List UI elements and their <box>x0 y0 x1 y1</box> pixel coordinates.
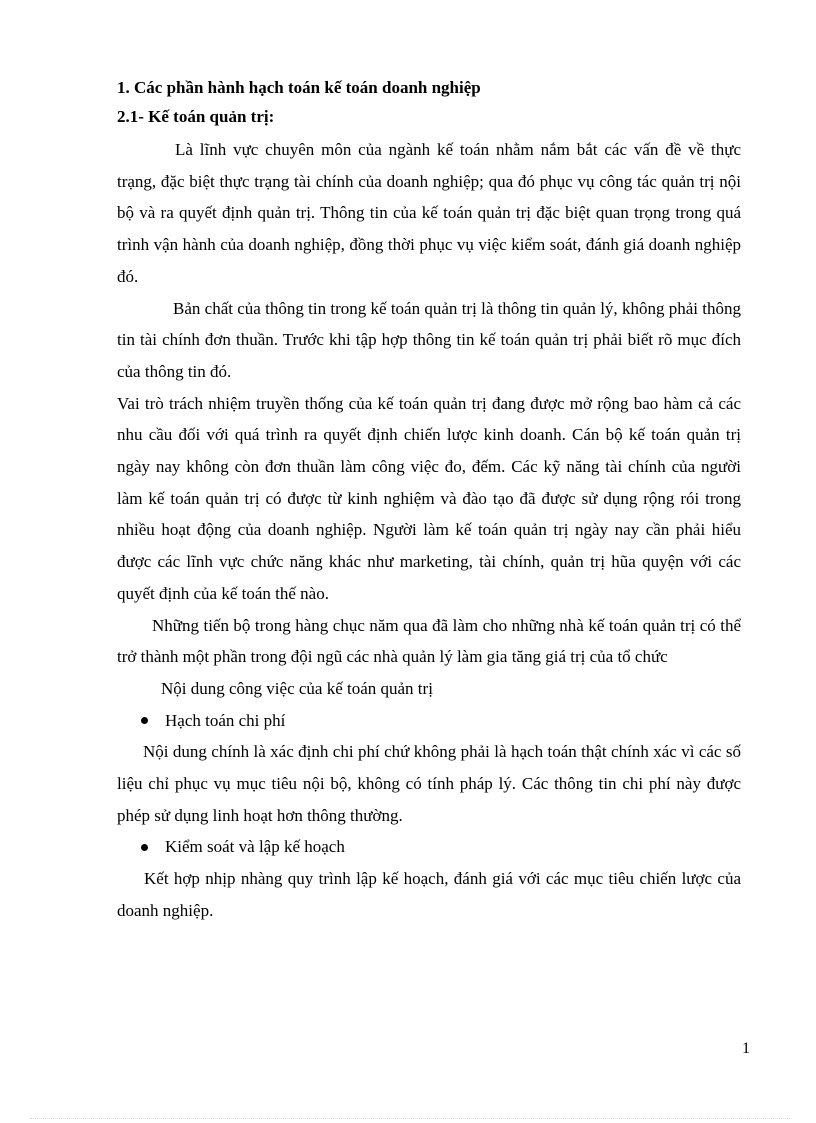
bullet-title: Hạch toán chi phí <box>165 710 286 730</box>
bullet-item-control-planning <box>117 831 741 863</box>
bullet-icon <box>141 844 148 851</box>
paragraph-progress: Những tiến bộ trong hàng chục năm qua đã làm cho những nhà kế toán quản trị có thể trở thành một phần trong đội ngũ các nhà quản lý làm gia tăng giá trị của tổ chức <box>117 615 741 667</box>
page-bottom-divider <box>30 1118 790 1119</box>
page-content <box>117 74 741 927</box>
subsection-heading: 2.1- Kế toán quản trị: <box>117 107 275 126</box>
paragraph-role: Vai trò trách nhiệm truyền thống của kế toán quản trị đang được mở rộng bao hàm cả các nhu cầu đối với quá trình ra quyết định chiến lược kinh doanh. Cán bộ kế toán quản trị ngày nay không còn đơn thuần làm công việc đo, đếm. Các kỹ năng tài chính của người làm kế toán quản trị có được từ kinh nghiệm và đào tạo đã được sử dụng rộng rói trong nhiều hoạt động của doanh nghiệp. Người làm kế toán quản trị ngày nay cần phải hiểu được các lĩnh vực chức năng khác như marketing, tài chính, quản trị hũa quyện với các quyết định của kế toán thế nào. <box>117 393 741 603</box>
paragraph-nature: Bản chất của thông tin trong kế toán quản trị là thông tin quản lý, không phải thông tin tài chính đơn thuần. Trước khi tập hợp thông tin kế toán quản trị phải biết rõ mục đích của thông tin đó. <box>117 298 741 381</box>
bullet-icon <box>141 717 148 724</box>
paragraph-definition: Là lĩnh vực chuyên môn của ngành kế toán nhằm nắm bắt các vấn đề về thực trạng, đặc biệt thực trạng tài chính của doanh nghiệp; qua đó phục vụ công tác quản trị nội bộ và ra quyết định quản trị. Thông tin của kế toán quản trị đặc biệt quan trọng trong quá trình vận hành của doanh nghiệp, đồng thời phục vụ việc kiểm soát, đánh giá doanh nghiệp đó. <box>117 140 741 286</box>
bullet-title: Kiểm soát và lập kế hoạch <box>165 837 345 857</box>
paragraph-control-planning: Kết hợp nhịp nhàng quy trình lập kế hoạch, đánh giá với các mục tiêu chiến lược của doanh nghiệp. <box>117 869 741 920</box>
page-number: 1 <box>742 1040 750 1057</box>
paragraph-cost-accounting: Nội dung chính là xác định chi phí chứ không phải là hạch toán thật chính xác vì các số liệu chỉ phục vụ mục tiêu nội bộ, không có tính pháp lý. Các thông tin chi phí này được phép sử dụng linh hoạt hơn thông thường. <box>117 742 741 825</box>
bullet-item-cost-accounting <box>117 705 741 737</box>
section-heading: 1. Các phần hành hạch toán kế toán doanh nghiệp <box>117 78 481 97</box>
section-label: Nội dung công việc của kế toán quản trị <box>161 678 433 698</box>
